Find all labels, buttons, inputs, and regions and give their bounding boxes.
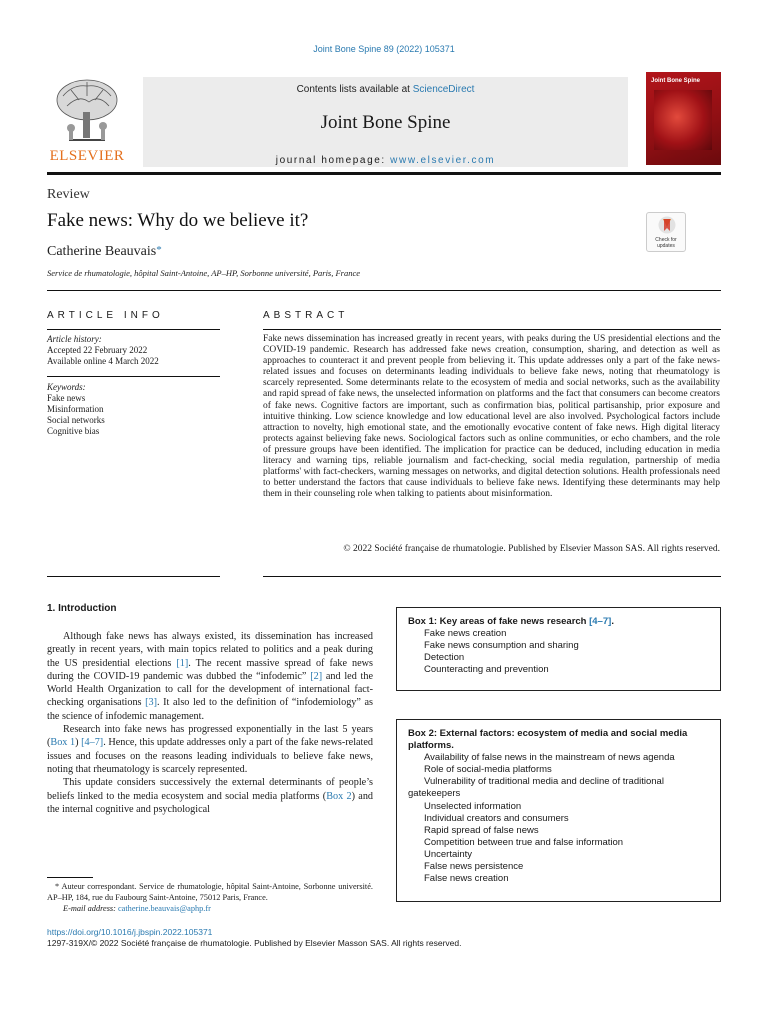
bookmark-icon bbox=[658, 216, 676, 236]
doi-link[interactable]: https://doi.org/10.1016/j.jbspin.2022.105371 bbox=[47, 927, 213, 937]
affiliation: Service de rhumatologie, hôpital Saint-Antoine, AP–HP, Sorbonne université, Paris, France bbox=[47, 268, 361, 278]
keyword: Cognitive bias bbox=[47, 426, 100, 436]
list-item: False news creation bbox=[424, 873, 509, 885]
accepted-date: Accepted 22 February 2022 bbox=[47, 345, 148, 355]
elsevier-wordmark: ELSEVIER bbox=[49, 148, 125, 164]
citation-link[interactable]: [3] bbox=[145, 697, 157, 709]
paper-title: Fake news: Why do we believe it? bbox=[47, 210, 309, 231]
history-rule bbox=[47, 376, 220, 377]
journal-title: Joint Bone Spine bbox=[320, 112, 451, 133]
sciencedirect-link[interactable]: ScienceDirect bbox=[412, 84, 475, 95]
homepage-link[interactable]: www.elsevier.com bbox=[390, 155, 496, 166]
article-type: Review bbox=[47, 187, 90, 202]
keyword: Misinformation bbox=[47, 404, 104, 414]
elsevier-tree-icon bbox=[49, 76, 125, 146]
homepage-prefix: journal homepage: bbox=[275, 155, 391, 166]
online-date: Available online 4 March 2022 bbox=[47, 356, 159, 366]
text-run: ) and the internal cognitive and psychological bbox=[47, 790, 374, 815]
list-item: Uncertainty bbox=[424, 848, 473, 860]
text-run: Although fake news has always existed, its dissemination has increased greatly in recent years, with main topics related to politics and a peak during the US presidential elections bbox=[47, 631, 373, 669]
homepage-line bbox=[143, 155, 628, 166]
paragraph bbox=[47, 776, 373, 816]
journal-cover-image[interactable] bbox=[646, 72, 721, 165]
citation-link[interactable]: [2] bbox=[310, 670, 323, 682]
box-2-list bbox=[408, 752, 708, 885]
list-item: Availability of false news in the mainstream of news agenda bbox=[424, 752, 675, 764]
footnote-text: * Auteur correspondant. Service de rhumatologie, hôpital Saint-Antoine, Sorbonne université. AP–HP, 184, rue du Faubourg Saint-Antoine, 75012 Paris, France. bbox=[47, 882, 373, 902]
list-item: False news persistence bbox=[424, 861, 524, 873]
abstract-text: Fake news dissemination has increased greatly in recent years, with peaks during the US presidential elections and the COVID-19 pandemic. Research has addressed fake news creation, consumption, sharing, and detection as well as approaches to counteract it and prevent people from believing it. This update addresses only a part of the fake news-related issues and focuses on determinants leading individuals to believe fake news, noting that rheumatology is scarcely represented. Some determinants relate to the ecosystem of media and social networks, such as the availability and rapid spread of fake news, the unselected information on platforms and the fact that consumers can become creators of fake news. Cognitive factors are important, such as confirmation bias, political partisanship, prior exposure and intuitive thinking. Low science knowledge and low educational level are also involved. Psychological factors include attraction to novelty, high emotional state, and the emotionally evocative content of fake news. High digital literacy protects against believing fake news. Sociological factors such as online communities, or echo chambers, and the role of pressure groups have been identified. The implication for practice can be deduced, including education in media literacy and warning tips, reliable journalism and fact-checking, social media regulation, partnership of media platforms' with fact-checkers, warning messages on networks, and digital detection solutions. Health professionals need to better understand the factors that cause individuals to believe fake news. Identifying these determinants may help them in their counseling role when talking to patients about misinformation. bbox=[263, 334, 720, 500]
list-item: Counteracting and prevention bbox=[424, 664, 549, 676]
keywords bbox=[47, 382, 219, 437]
cover-art bbox=[654, 90, 712, 150]
citation-link[interactable]: [1] bbox=[176, 657, 189, 669]
text-run: Research into fake news has progressed exponentially in the last 5 years ( bbox=[47, 724, 373, 749]
list-item: Fake news creation bbox=[424, 628, 507, 640]
article-info-rule bbox=[47, 329, 220, 330]
keyword: Social networks bbox=[47, 415, 105, 425]
author-footnote-mark[interactable]: * bbox=[156, 244, 162, 256]
check-badge-label: Check for updates bbox=[655, 237, 677, 249]
list-item: Rapid spread of false news bbox=[424, 824, 539, 836]
check-for-updates-badge[interactable] bbox=[646, 212, 686, 252]
list-item: Individual creators and consumers bbox=[424, 812, 569, 824]
paragraph bbox=[47, 723, 373, 776]
contents-prefix: Contents lists available at bbox=[296, 84, 413, 95]
text-run: . Hence, this update addresses only a part of the fake news-related issues and focuses on the reasons leading individuals to believe fake news, noting that rheumatology is scarcely represented. bbox=[47, 737, 373, 775]
text-run: . The recent massive spread of fake news during the COVID-19 pandemic was dubbed the “infodemic” bbox=[47, 657, 373, 682]
masthead bbox=[47, 72, 721, 167]
box-link[interactable]: Box 1 bbox=[50, 737, 76, 749]
abstract-copyright: © 2022 Société française de rhumatologie. Published by Elsevier Masson SAS. All rights reserved. bbox=[343, 544, 720, 554]
box-link[interactable]: Box 2 bbox=[326, 790, 352, 802]
box-1-list bbox=[408, 628, 708, 676]
paragraph bbox=[47, 630, 373, 723]
citation-link[interactable]: [4–7] bbox=[589, 616, 612, 627]
abstract-bottom-rule bbox=[263, 576, 721, 577]
abstract-rule bbox=[263, 329, 721, 330]
author-text: Catherine Beauvais bbox=[47, 244, 157, 259]
box-2-title: Box 2: External factors: ecosystem of media and social media platforms. bbox=[408, 728, 688, 752]
history-label: Article history: bbox=[47, 334, 102, 344]
list-item: Competition between true and false information bbox=[424, 836, 624, 848]
list-item: Role of social-media platforms bbox=[424, 764, 552, 776]
text-run: and led the World Health Organization to call for the development of international fact-checking organisations bbox=[47, 670, 373, 709]
keyword: Fake news bbox=[47, 393, 86, 403]
journal-banner bbox=[143, 77, 628, 167]
box-title-end: . bbox=[611, 616, 614, 627]
journal-reference[interactable]: Joint Bone Spine 89 (2022) 105371 bbox=[313, 44, 455, 54]
citation-link[interactable]: [4–7] bbox=[81, 737, 104, 749]
author-name[interactable] bbox=[47, 244, 162, 260]
contents-line bbox=[143, 84, 628, 95]
introduction-body bbox=[47, 630, 373, 816]
corresponding-author-footnote bbox=[47, 881, 373, 914]
footnote-rule bbox=[47, 877, 93, 878]
cover-title: Joint Bone Spine bbox=[651, 78, 701, 84]
elsevier-logo bbox=[47, 72, 127, 167]
list-item: Detection bbox=[424, 652, 465, 664]
keywords-label: Keywords: bbox=[47, 382, 86, 392]
list-item: Vulnerability of traditional media and decline of traditional gatekeepers bbox=[408, 776, 664, 800]
list-item: Unselected information bbox=[424, 800, 522, 812]
box-2 bbox=[396, 719, 721, 902]
keywords-rule bbox=[47, 576, 220, 577]
title-rule bbox=[47, 290, 721, 291]
text-run: ) bbox=[75, 737, 82, 749]
text-run: This update considers successively the external determinants of people’s beliefs linked to the media ecosystem and social media platforms ( bbox=[47, 777, 373, 802]
list-item: Fake news consumption and sharing bbox=[424, 640, 579, 652]
box-title-text: Box 1: Key areas of fake news research bbox=[408, 616, 590, 627]
header-rule bbox=[47, 172, 721, 175]
abstract-heading: ABSTRACT bbox=[263, 310, 349, 321]
section-heading-introduction: 1. Introduction bbox=[47, 603, 117, 614]
box-1-title bbox=[408, 616, 708, 628]
box-1 bbox=[396, 607, 721, 691]
email-label: E-mail address: bbox=[63, 904, 118, 913]
article-history bbox=[47, 334, 219, 367]
email-link[interactable]: catherine.beauvais@aphp.fr bbox=[118, 904, 211, 913]
issn-copyright: 1297-319X/© 2022 Société française de rhumatologie. Published by Elsevier Masson SAS. All rights reserved. bbox=[47, 938, 462, 948]
article-info-heading: ARTICLE INFO bbox=[47, 310, 164, 321]
text-run: . It also led to the definition of “infodemiology” as the science of infodemic management. bbox=[47, 697, 373, 722]
